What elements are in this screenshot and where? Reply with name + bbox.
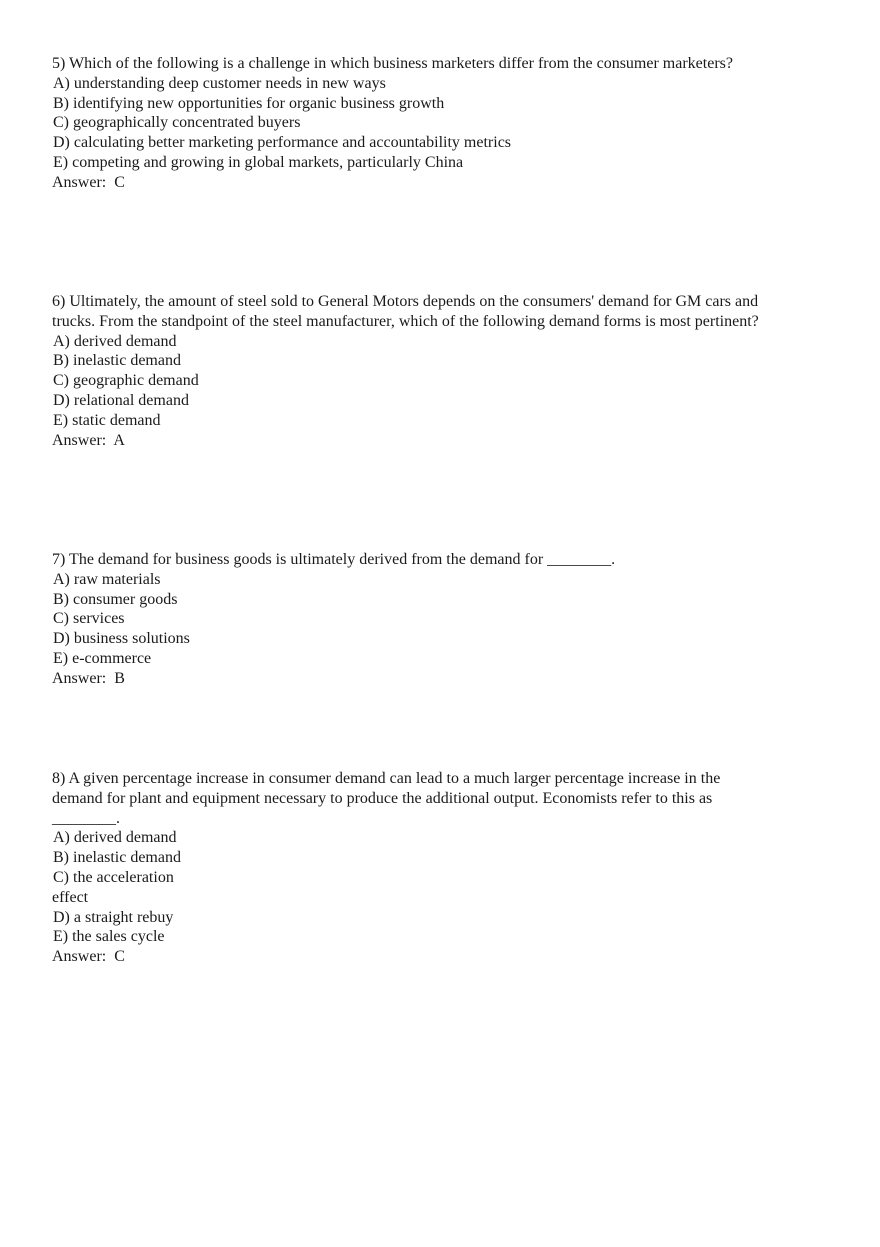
answer-key: Answer: B	[52, 669, 125, 687]
answer-option-b: B) inelastic demand	[53, 352, 181, 370]
question-stem: trucks. From the standpoint of the steel manufacturer, which of the following demand forms is most pertinent?	[52, 312, 759, 330]
answer-option-a: A) raw materials	[53, 570, 161, 588]
answer-option-d: D) business solutions	[53, 630, 190, 648]
answer-option-a: A) understanding deep customer needs in new ways	[53, 74, 386, 92]
answer-option-b: B) identifying new opportunities for organic business growth	[53, 94, 445, 112]
question-stem: 7) The demand for business goods is ultimately derived from the demand for ________.	[52, 551, 616, 568]
answer-option-e: E) static demand	[53, 411, 161, 429]
answer-option-c: C) geographically concentrated buyers	[53, 114, 301, 132]
answer-option-d: D) calculating better marketing performance and accountability metrics	[53, 134, 512, 152]
question-stem: demand for plant and equipment necessary to produce the additional output. Economists refer to this as	[52, 789, 713, 807]
answer-key: Answer: C	[52, 173, 125, 191]
answer-option-d: D) a straight rebuy	[53, 908, 174, 926]
answer-option-b: B) inelastic demand	[53, 849, 181, 867]
answer-option-c: C) services	[53, 610, 125, 628]
question-stem: ________.	[52, 809, 120, 827]
question-stem: 6) Ultimately, the amount of steel sold to General Motors depends on the consumers' demand for GM cars and	[52, 293, 759, 310]
question-stem: 8) A given percentage increase in consumer demand can lead to a much larger percentage increase in the	[52, 770, 721, 787]
answer-option-c: C) geographic demand	[53, 372, 199, 390]
answer-option-c-continued: effect	[52, 888, 89, 906]
question-8	[52, 769, 832, 967]
question-7	[52, 550, 832, 689]
question-stem: 5) Which of the following is a challenge in which business marketers differ from the consumer marketers?	[52, 55, 733, 72]
answer-option-e: E) competing and growing in global markets, particularly China	[53, 153, 464, 171]
answer-option-a: A) derived demand	[53, 829, 177, 847]
answer-option-c: C) the acceleration	[53, 868, 174, 886]
answer-option-e: E) e-commerce	[53, 649, 152, 667]
answer-option-d: D) relational demand	[53, 391, 189, 409]
answer-option-a: A) derived demand	[53, 332, 177, 350]
answer-option-e: E) the sales cycle	[53, 928, 165, 946]
answer-option-b: B) consumer goods	[53, 590, 178, 608]
question-5	[52, 54, 832, 193]
answer-key: Answer: C	[52, 948, 125, 966]
question-6	[52, 292, 832, 450]
answer-key: Answer: A	[52, 431, 125, 449]
